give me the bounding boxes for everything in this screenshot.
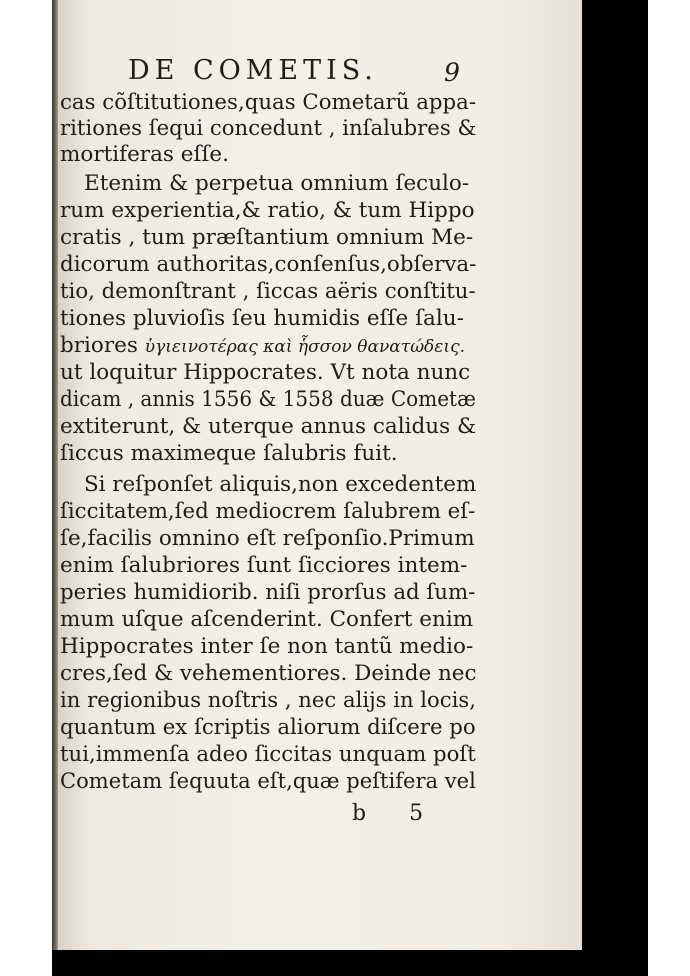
text-line: cratis , tum præſtantium omnium Me- — [60, 225, 474, 250]
text-line: ſe,facilis omnino eſt reſponſio.Primum — [60, 526, 475, 551]
running-head: DE COMETIS. — [128, 55, 378, 86]
greek-quotation: ὑγιεινοτέρας καὶ ἧσσον θανατώδεις. — [144, 337, 466, 357]
text-line: mum uſque aſcenderint. Confert enim — [60, 607, 474, 632]
text-line: rum experientia,& ratio, & tum Hippo — [60, 198, 475, 223]
text-line: in regionibus noſtris , nec alijs in locis, — [60, 688, 476, 713]
text-line: Si reſponſet aliquis,non excedentem — [84, 472, 477, 497]
signature-mark: b 5 — [352, 801, 442, 826]
text-line: mortiferas eſſe. — [60, 142, 229, 167]
text-line: peries humidiorib. niſi prorſus ad ſum- — [60, 580, 476, 605]
book-page — [58, 0, 582, 956]
dark-background-right — [582, 0, 648, 976]
text-line: ut loquitur Hippocrates. Vt nota nunc — [60, 360, 471, 385]
text-line: dicam , annis 1556 & 1558 duæ Cometæ — [60, 387, 476, 412]
text-line: ſiccitatem,ſed mediocrem ſalubrem eſ- — [60, 499, 476, 524]
text-line: ſiccus maximeque ſalubris fuit. — [60, 441, 398, 466]
text-line: briores ὑγιεινοτέρας καὶ ἧσσον θανατώδεις. — [60, 333, 466, 358]
text-line: ritiones ſequi concedunt , inſalubres & — [60, 116, 477, 141]
text-line: cas cõſtitutiones,quas Cometarũ appa- — [60, 90, 477, 115]
text-line: cres,ſed & vehementiores. Deinde nec — [60, 661, 477, 686]
text-line: Etenim & perpetua omnium ſeculo- — [84, 171, 470, 196]
text-line: Hippocrates inter ſe non tantũ medio- — [60, 634, 474, 659]
text-line: quantum ex ſcriptis aliorum diſcere po — [60, 715, 476, 740]
dark-background-bottom — [52, 950, 648, 976]
text-line: tio, demonſtrant , ſiccas aëris conſtitu- — [60, 279, 476, 304]
text-line: enim ſalubriores ſunt ſicciores intem- — [60, 553, 468, 578]
text-line: tui,immenſa adeo ſiccitas unquam poſt — [60, 742, 476, 767]
text-line: extiterunt, & uterque annus calidus & — [60, 414, 477, 439]
text-line: tiones pluvioſis ſeu humidis eſſe ſalu- — [60, 306, 464, 331]
page-text — [58, 0, 582, 956]
text-line: Cometam ſequuta eſt,quæ peſtifera vel — [60, 769, 476, 794]
text-line: dicorum authoritas,conſenſus,obſerva- — [60, 252, 477, 277]
page-number: 9 — [444, 58, 460, 87]
